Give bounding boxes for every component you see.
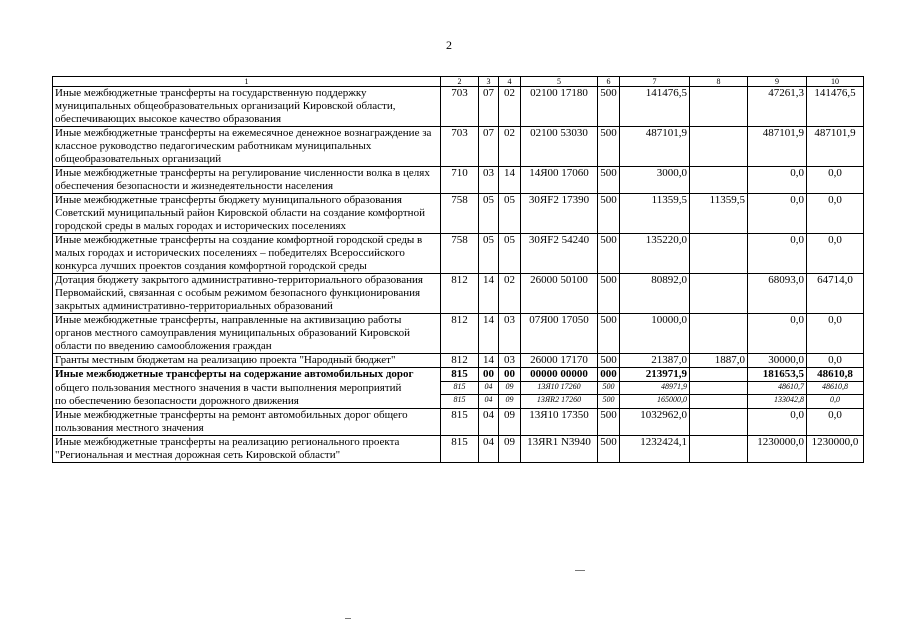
table-cell: 07 [479,87,499,127]
table-cell: 181653,5 [748,368,807,382]
table-cell: 815 [441,382,479,395]
table-cell: 09 [499,435,521,462]
table-cell: 04 [479,382,499,395]
table-cell: 48610,8 [807,382,864,395]
table-cell: 1230000,0 [807,435,864,462]
row-name-cell: Гранты местным бюджетам на реализацию проекта "Народный бюджет" [53,354,441,368]
table-cell [690,87,748,127]
table-cell: 00000 00000 [521,368,598,382]
table-cell: 04 [479,395,499,409]
table-cell: 500 [598,382,620,395]
table-cell: 48971,9 [620,382,690,395]
table-cell: 0,0 [748,194,807,234]
table-cell: 0,0 [807,194,864,234]
row-name-cell: Иные межбюджетные трансферты на регулирование численности волка в целях обеспечения безопасности и жизнедеятельности населения [53,167,441,194]
table-cell: 30ЯF2 17390 [521,194,598,234]
table-cell: 815 [441,368,479,382]
header-cell: 5 [521,77,598,87]
row-name-cell: по обеспечению безопасности дорожного движения [53,395,441,409]
table-cell: 02100 17180 [521,87,598,127]
table-cell: 1230000,0 [748,435,807,462]
table-cell: 213971,9 [620,368,690,382]
table-cell: 812 [441,314,479,354]
table-cell: 487101,9 [620,127,690,167]
table-cell: 133042,8 [748,395,807,409]
table-cell: 758 [441,194,479,234]
table-row [53,354,864,368]
row-name-cell: Иные межбюджетные трансферты бюджету муниципального образования Советский муниципальный район Кировской области на создание комфортной городской среды в малых городах и исторических поселениях [53,194,441,234]
table-cell: 04 [479,408,499,435]
header-cell: 8 [690,77,748,87]
table-cell: 05 [499,194,521,234]
table-cell [690,167,748,194]
scan-mark [345,618,351,619]
table-cell: 48610,7 [748,382,807,395]
table-cell [690,382,748,395]
table-cell: 80892,0 [620,274,690,314]
table-cell: 14Я00 17060 [521,167,598,194]
table-cell: 710 [441,167,479,194]
table-cell: 500 [598,354,620,368]
budget-table [52,76,864,463]
table-cell [690,368,748,382]
table-cell: 11359,5 [690,194,748,234]
table-cell: 07 [479,127,499,167]
table-cell: 1032962,0 [620,408,690,435]
table-row [53,314,864,354]
table-cell: 000 [598,368,620,382]
table-row [53,368,864,382]
table-row [53,87,864,127]
table-cell: 0,0 [748,408,807,435]
table-cell: 500 [598,167,620,194]
table-cell: 0,0 [807,234,864,274]
table-cell: 03 [499,354,521,368]
table-cell: 0,0 [807,408,864,435]
table-cell: 0,0 [748,167,807,194]
table-cell: 14 [479,314,499,354]
table-cell: 141476,5 [807,87,864,127]
table-cell: 500 [598,87,620,127]
table-cell: 14 [479,274,499,314]
row-name-cell: Иные межбюджетные трансферты на ремонт автомобильных дорог общего пользования местного значения [53,408,441,435]
table-cell: 05 [479,234,499,274]
table-cell: 00 [499,368,521,382]
table-cell [690,435,748,462]
table-cell: 30ЯF2 54240 [521,234,598,274]
page-number: 2 [446,38,452,52]
header-cell: 3 [479,77,499,87]
table-cell: 500 [598,435,620,462]
table-cell: 165000,0 [620,395,690,409]
table-row [53,167,864,194]
table-row [53,234,864,274]
table-cell: 02100 53030 [521,127,598,167]
table-cell: 0,0 [807,395,864,409]
table-cell: 64714,0 [807,274,864,314]
table-cell: 14 [479,354,499,368]
table-cell [690,314,748,354]
table-cell: 500 [598,395,620,409]
table-cell: 10000,0 [620,314,690,354]
table-cell: 812 [441,354,479,368]
table-cell: 500 [598,408,620,435]
table-cell [690,395,748,409]
row-name-cell: Дотация бюджету закрытого административно-территориального образования Первомайский, связанная с особым режимом безопасного функционирования закрытых административно-территориальных образований [53,274,441,314]
table-cell: 13Я10 17350 [521,408,598,435]
table-cell: 26000 17170 [521,354,598,368]
table-cell: 815 [441,395,479,409]
table-row [53,382,864,395]
table-cell: 02 [499,274,521,314]
table-cell [690,127,748,167]
header-row [53,77,864,87]
table-cell: 03 [479,167,499,194]
table-cell: 03 [499,314,521,354]
row-name-cell: общего пользования местного значения в части выполнения мероприятий [53,382,441,395]
table-cell: 500 [598,314,620,354]
table-row [53,435,864,462]
table-cell: 09 [499,408,521,435]
table-cell: 13ЯR1 N3940 [521,435,598,462]
table-cell: 3000,0 [620,167,690,194]
table-cell: 0,0 [807,314,864,354]
table-cell: 0,0 [807,167,864,194]
table-cell: 500 [598,234,620,274]
row-name-cell: Иные межбюджетные трансферты, направленные на активизацию работы органов местного самоуправления муниципальных образований Кировской области по введению самообложения граждан [53,314,441,354]
table-cell: 141476,5 [620,87,690,127]
table-cell: 135220,0 [620,234,690,274]
row-name-cell: Иные межбюджетные трансферты на государственную поддержку муниципальных общеобразовательных организаций Кировской области, обеспечивающих высокое качество образования [53,87,441,127]
table-cell: 02 [499,127,521,167]
table-row [53,408,864,435]
header-cell: 2 [441,77,479,87]
row-name-cell: Иные межбюджетные трансферты на создание комфортной городской среды в малых городах и исторических поселениях – победителях Всероссийского конкурса лучших проектов создания комфортной городской среды [53,234,441,274]
row-name-cell: Иные межбюджетные трансферты на реализацию регионального проекта "Региональная и местная дорожная сеть Кировской области" [53,435,441,462]
scan-mark [575,570,585,571]
table-row [53,395,864,409]
table-cell: 00 [479,368,499,382]
header-cell: 6 [598,77,620,87]
table-cell: 09 [499,382,521,395]
table-cell: 21387,0 [620,354,690,368]
table-cell: 11359,5 [620,194,690,234]
table-cell: 500 [598,127,620,167]
table-cell: 68093,0 [748,274,807,314]
header-cell: 1 [53,77,441,87]
table-cell: 0,0 [807,354,864,368]
table-row [53,194,864,234]
table-cell: 26000 50100 [521,274,598,314]
table-cell [690,274,748,314]
table-cell: 02 [499,87,521,127]
table-cell: 09 [499,395,521,409]
table-cell: 05 [479,194,499,234]
table-cell: 0,0 [748,234,807,274]
table-cell: 47261,3 [748,87,807,127]
table-cell: 04 [479,435,499,462]
table-cell: 487101,9 [807,127,864,167]
table-cell: 487101,9 [748,127,807,167]
table-cell: 14 [499,167,521,194]
table-cell: 703 [441,87,479,127]
table-cell: 500 [598,274,620,314]
table-cell: 812 [441,274,479,314]
table-cell: 815 [441,408,479,435]
table-cell [690,408,748,435]
header-cell: 7 [620,77,690,87]
header-cell: 9 [748,77,807,87]
header-cell: 10 [807,77,864,87]
table-row [53,127,864,167]
table-cell: 1887,0 [690,354,748,368]
header-cell: 4 [499,77,521,87]
table-cell: 1232424,1 [620,435,690,462]
row-name-cell: Иные межбюджетные трансферты на ежемесячное денежное вознаграждение за классное руководство педагогическим работникам муниципальных общеобразовательных организаций [53,127,441,167]
table-cell: 703 [441,127,479,167]
table-row [53,274,864,314]
table-cell: 48610,8 [807,368,864,382]
row-name-cell: Иные межбюджетные трансферты на содержание автомобильных дорог [53,368,441,382]
table-cell: 07Я00 17050 [521,314,598,354]
table-cell: 815 [441,435,479,462]
table-cell: 13ЯR2 17260 [521,395,598,409]
table-cell: 0,0 [748,314,807,354]
table-cell: 500 [598,194,620,234]
table-cell: 758 [441,234,479,274]
table-cell: 30000,0 [748,354,807,368]
table-cell [690,234,748,274]
table-cell: 13Я10 17260 [521,382,598,395]
table-cell: 05 [499,234,521,274]
